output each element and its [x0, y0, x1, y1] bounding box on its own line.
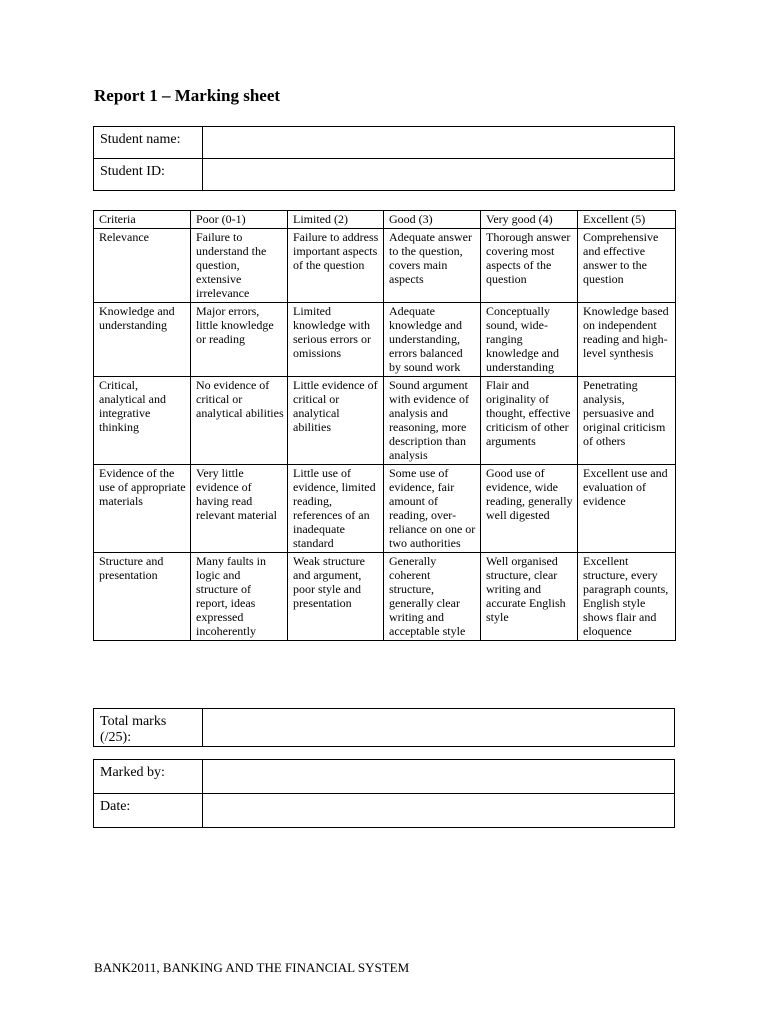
header-very-good: Very good (4) — [481, 211, 578, 229]
rubric-cell: Weak structure and argument, poor style and presentation — [288, 553, 384, 641]
rubric-table — [93, 210, 676, 641]
marked-by-field[interactable] — [203, 760, 675, 794]
total-marks-row — [94, 709, 675, 747]
header-excellent: Excellent (5) — [578, 211, 676, 229]
rubric-cell: Limited knowledge with serious errors or omissions — [288, 303, 384, 377]
rubric-cell: No evidence of critical or analytical abilities — [191, 377, 288, 465]
rubric-cell: Adequate answer to the question, covers main aspects — [384, 229, 481, 303]
date-row — [94, 794, 675, 828]
student-id-row — [94, 159, 675, 191]
rubric-cell: Flair and originality of thought, effective criticism of other arguments — [481, 377, 578, 465]
rubric-cell: Adequate knowledge and understanding, errors balanced by sound work — [384, 303, 481, 377]
criteria-cell: Structure and presentation — [94, 553, 191, 641]
rubric-cell: Major errors, little knowledge or reading — [191, 303, 288, 377]
student-name-label: Student name: — [94, 127, 203, 159]
rubric-cell: Little use of evidence, limited reading, references of an inadequate standard — [288, 465, 384, 553]
date-field[interactable] — [203, 794, 675, 828]
rubric-cell: Excellent use and evaluation of evidence — [578, 465, 676, 553]
marked-by-label: Marked by: — [94, 760, 203, 794]
criteria-cell: Knowledge and understanding — [94, 303, 191, 377]
header-good: Good (3) — [384, 211, 481, 229]
rubric-cell: Conceptually sound, wide-ranging knowledge and understanding — [481, 303, 578, 377]
criteria-cell: Evidence of the use of appropriate materials — [94, 465, 191, 553]
rubric-cell: Well organised structure, clear writing and accurate English style — [481, 553, 578, 641]
rubric-cell: Very little evidence of having read relevant material — [191, 465, 288, 553]
header-criteria: Criteria — [94, 211, 191, 229]
page-title: Report 1 – Marking sheet — [94, 86, 281, 105]
rubric-cell: Sound argument with evidence of analysis and reasoning, more description than analysis — [384, 377, 481, 465]
rubric-row-critical-thinking — [94, 377, 676, 465]
student-info-table — [93, 126, 675, 191]
header-limited: Limited (2) — [288, 211, 384, 229]
criteria-cell: Critical, analytical and integrative thinking — [94, 377, 191, 465]
rubric-header-row — [94, 211, 676, 229]
rubric-cell: Thorough answer covering most aspects of the question — [481, 229, 578, 303]
date-label: Date: — [94, 794, 203, 828]
rubric-row-structure — [94, 553, 676, 641]
rubric-cell: Failure to address important aspects of the question — [288, 229, 384, 303]
marker-info-table — [93, 759, 675, 828]
rubric-cell: Penetrating analysis, persuasive and original criticism of others — [578, 377, 676, 465]
student-name-field[interactable] — [203, 127, 675, 159]
student-id-label: Student ID: — [94, 159, 203, 191]
rubric-row-relevance — [94, 229, 676, 303]
total-marks-table — [93, 708, 675, 747]
rubric-row-evidence — [94, 465, 676, 553]
marked-by-row — [94, 760, 675, 794]
rubric-cell: Knowledge based on independent reading and high-level synthesis — [578, 303, 676, 377]
total-marks-label: Total marks (/25): — [94, 709, 203, 747]
total-marks-field[interactable] — [203, 709, 675, 747]
rubric-cell: Excellent structure, every paragraph counts, English style shows flair and eloquence — [578, 553, 676, 641]
rubric-cell: Good use of evidence, wide reading, generally well digested — [481, 465, 578, 553]
header-poor: Poor (0-1) — [191, 211, 288, 229]
rubric-cell: Little evidence of critical or analytical abilities — [288, 377, 384, 465]
criteria-cell: Relevance — [94, 229, 191, 303]
rubric-cell: Comprehensive and effective answer to the question — [578, 229, 676, 303]
rubric-cell: Failure to understand the question, extensive irrelevance — [191, 229, 288, 303]
student-name-row — [94, 127, 675, 159]
rubric-row-knowledge — [94, 303, 676, 377]
rubric-cell: Generally coherent structure, generally clear writing and acceptable style — [384, 553, 481, 641]
rubric-cell: Many faults in logic and structure of report, ideas expressed incoherently — [191, 553, 288, 641]
student-id-field[interactable] — [203, 159, 675, 191]
page-footer: BANK2011, BANKING AND THE FINANCIAL SYSTEM — [94, 960, 410, 975]
rubric-cell: Some use of evidence, fair amount of reading, over-reliance on one or two authorities — [384, 465, 481, 553]
